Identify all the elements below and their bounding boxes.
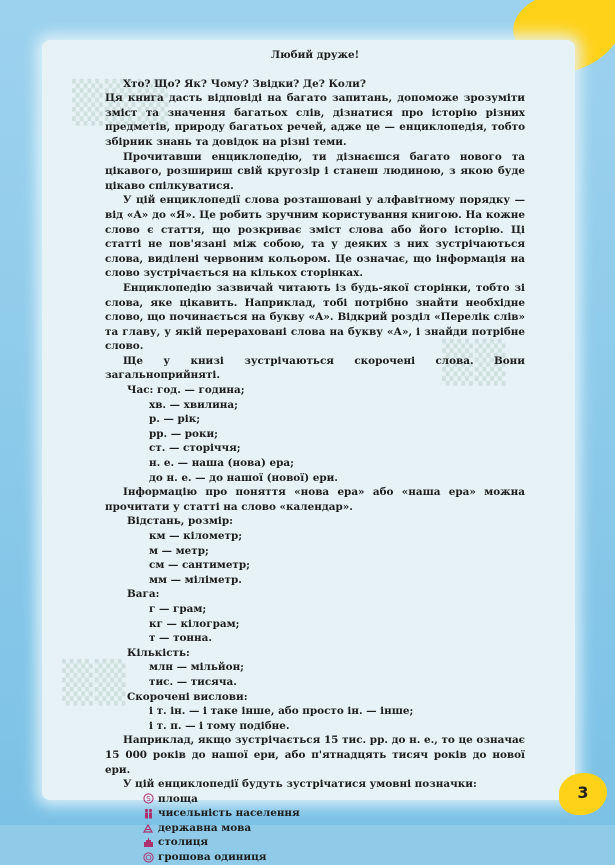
distance-item: м — метр; <box>149 544 209 557</box>
time-item: ст. — сторіччя; <box>149 442 241 455</box>
legend-label: столиця <box>158 836 209 849</box>
paragraph-intro: Ця книга дасть відповіді на багато запитань, допоможе зрозуміти зміст та значення багатьох слів, дізнатися про історію різних предметів, природу багатьох речей, адже це — енциклопедія, тобто збірник знань та довідок на різні теми. <box>105 92 525 148</box>
page-title: Любий друже! <box>270 49 360 61</box>
time-heading: Час: год. — година; <box>127 384 245 397</box>
population-icon <box>143 808 154 819</box>
background-watermark-art: ▒▒▒ <box>72 80 171 126</box>
paragraph-order: У цій енциклопедії слова розташовані у алфавітному порядку — від «А» до «Я». Це робить зручним користування книгою. На кожне слово є стаття, що розкриває зміст слова або його історію. Ці статті не пов'язані між собою, та у деяких з них зустрічаються слова, виділені червоним кольором. Це означає, що інформація на слово зустрічається на кількох сторінках. <box>105 194 525 280</box>
legend-label: площа <box>158 792 198 805</box>
weight-item: г — грам; <box>149 602 207 615</box>
abbreviations-heading: Скорочені вислови: <box>127 690 248 703</box>
svg-text:S: S <box>146 795 151 804</box>
background-watermark-art: ▒▒ <box>442 340 508 386</box>
time-item: рр. — роки; <box>149 427 219 440</box>
time-item: хв. — хвилина; <box>149 398 238 411</box>
time-item: р. — рік; <box>149 413 201 426</box>
abbreviation-item: і т. ін. — і таке інше, або просто ін. — інше; <box>149 705 414 718</box>
weight-item: кг — кілограм; <box>149 617 240 630</box>
article-body <box>105 48 525 865</box>
paragraph-legend-intro: У цій енциклопедії будуть зустрічатися умовні позначки: <box>123 778 477 791</box>
legend-label: державна мова <box>158 821 252 834</box>
page-number-badge <box>559 773 607 815</box>
distance-heading: Відстань, розмір: <box>127 515 233 528</box>
paragraph-era: Інформацію про поняття «нова ера» або «наша ера» можна прочитати у статті на слово «календар». <box>105 486 525 513</box>
distance-item: см — сантиметр; <box>149 559 250 572</box>
legend-item <box>105 850 525 865</box>
weight-heading: Вага: <box>127 588 160 601</box>
distance-item: мм — міліметр. <box>149 573 242 586</box>
language-icon <box>143 823 154 834</box>
quantity-item: тис. — тисяча. <box>149 675 237 688</box>
paragraph-benefit: Прочитавши енциклопедію, ти дізнаєшся багато нового та цікавого, розшириш свій кругозір і станеш людиною, з якою буде цікаво спілкуватися. <box>105 150 525 192</box>
capital-icon <box>143 837 154 848</box>
weight-item: т — тонна. <box>149 632 212 645</box>
legend-item <box>105 792 525 807</box>
page-number: 3 <box>577 783 589 802</box>
legend-item <box>105 835 525 850</box>
area-icon <box>143 793 154 804</box>
background-watermark-art: ▒▒ <box>62 660 128 706</box>
quantity-item: млн — мільйон; <box>149 661 245 674</box>
paragraph-abbreviations: Ще у книзі зустрічаються скорочені слова. Вони загальноприйняті. <box>105 354 525 382</box>
legend-label: чисельність населення <box>158 807 300 820</box>
paragraph-example: Наприклад, якщо зустрічається 15 тис. рр. до н. е., то це означає 15 000 років до нашої ери, або п'ятнадцять тисяч років до нової ери. <box>105 734 525 776</box>
quantity-heading: Кількість: <box>127 646 190 659</box>
legend-item <box>105 806 525 821</box>
legend-item <box>105 821 525 836</box>
abbreviation-item: і т. п. — і тому подібне. <box>149 719 290 732</box>
paragraph-reading: Енциклопедію зазвичай читають із будь-якої сторінки, тобто зі слова, яке цікавить. Наприклад, тобі потрібно знайти необхідне слово, що починається на букву «А». Відкрий розділ «Перелік слів» та главу, у якій перераховані слова на букву «А», і знайди потрібне слово. <box>105 281 525 353</box>
distance-item: км — кілометр; <box>149 530 243 542</box>
time-item: до н. е. — до нашої (нової) ери. <box>149 471 338 484</box>
questions-line: Хто? Що? Як? Чому? Звідки? Де? Коли? <box>123 77 366 90</box>
currency-icon <box>143 852 154 863</box>
time-item: н. е. — наша (нова) ера; <box>149 457 294 470</box>
legend-label: грошова одиниця <box>158 851 267 864</box>
